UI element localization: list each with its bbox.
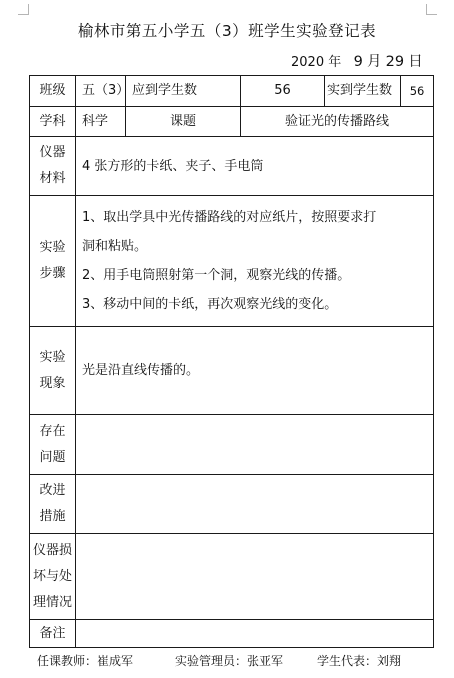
expected-students-value: 56 bbox=[241, 76, 325, 107]
improvements-value bbox=[76, 475, 434, 534]
subject-label: 学科 bbox=[30, 107, 76, 137]
page-corner-mark-top-right bbox=[426, 4, 437, 15]
date-day: 29 bbox=[385, 54, 405, 70]
actual-students-label: 实到学生数 bbox=[325, 76, 401, 106]
class-value: 五（3） bbox=[76, 76, 126, 107]
damage-label bbox=[30, 534, 76, 620]
experiment-register-table bbox=[29, 75, 434, 648]
problems-label-line2: 问题 bbox=[39, 449, 66, 465]
class-label: 班级 bbox=[30, 76, 76, 107]
signature-footer bbox=[37, 652, 401, 669]
document-title: 榆林市第五小学五（3）班学生实验登记表 bbox=[77, 22, 377, 40]
remarks-label: 备注 bbox=[30, 620, 76, 648]
topic-value: 验证光的传播路线 bbox=[241, 107, 434, 137]
topic-label: 课题 bbox=[126, 107, 241, 137]
form-date bbox=[291, 50, 423, 71]
remarks-value bbox=[76, 620, 434, 648]
expected-students-label: 应到学生数 bbox=[126, 76, 241, 107]
damage-value bbox=[76, 534, 434, 620]
page-corner-mark-top-left bbox=[18, 4, 29, 15]
materials-value: 4 张方形的卡纸、夹子、手电筒 bbox=[76, 137, 434, 196]
actual-students-cell bbox=[325, 76, 434, 107]
steps-label bbox=[30, 196, 76, 327]
subject-value: 科学 bbox=[76, 107, 126, 137]
step-line-3: 2、用手电筒照射第一个洞，观察光线的传播。 bbox=[82, 268, 351, 283]
table-row-subject bbox=[30, 107, 434, 137]
lab-admin-signature: 实验管理员：张亚军 bbox=[175, 654, 284, 668]
table-row-steps bbox=[30, 196, 434, 327]
materials-label-line2: 材料 bbox=[39, 171, 66, 186]
improvements-label-line1: 改进 bbox=[39, 483, 66, 498]
table-row-improvements bbox=[30, 475, 434, 534]
problems-value bbox=[76, 415, 434, 475]
phenomenon-label-line2: 现象 bbox=[39, 375, 66, 391]
step-line-1: 1、取出学具中光传播路线的对应纸片，按照要求打 bbox=[82, 210, 377, 225]
materials-label-line1: 仪器 bbox=[39, 145, 66, 160]
student-rep-signature: 学生代表：刘翔 bbox=[317, 654, 402, 668]
phenomenon-value: 光是沿直线传播的。 bbox=[76, 327, 434, 415]
materials-label bbox=[30, 137, 76, 196]
step-line-4: 3、移动中间的卡纸，再次观察光线的变化。 bbox=[82, 297, 338, 312]
damage-label-line3: 理情况 bbox=[32, 594, 72, 610]
steps-label-line2: 步骤 bbox=[39, 266, 66, 281]
phenomenon-label bbox=[30, 327, 76, 415]
table-row-phenomenon bbox=[30, 327, 434, 415]
date-year: 2020 bbox=[291, 55, 325, 70]
date-day-unit: 日 bbox=[408, 54, 423, 70]
actual-students-value: 56 bbox=[409, 84, 425, 98]
table-row-remarks bbox=[30, 620, 434, 648]
steps-value bbox=[76, 196, 434, 327]
date-month: 9 bbox=[353, 54, 363, 70]
problems-label-line1: 存在 bbox=[39, 423, 66, 439]
table-row-problems bbox=[30, 415, 434, 475]
damage-label-line1: 仪器损 bbox=[32, 542, 72, 558]
damage-label-line2: 坏与处 bbox=[32, 568, 72, 584]
table-row-class-info bbox=[30, 76, 434, 107]
table-row-damage bbox=[30, 534, 434, 620]
date-year-unit: 年 bbox=[328, 55, 342, 70]
table-row-materials bbox=[30, 137, 434, 196]
phenomenon-label-line1: 实验 bbox=[39, 349, 66, 365]
steps-label-line1: 实验 bbox=[39, 240, 66, 255]
problems-label bbox=[30, 415, 76, 475]
improvements-label-line2: 措施 bbox=[39, 509, 66, 524]
step-line-2: 洞和粘贴。 bbox=[82, 239, 148, 254]
date-month-unit: 月 bbox=[367, 54, 382, 70]
teacher-signature: 任课教师：崔成军 bbox=[37, 654, 134, 668]
improvements-label bbox=[30, 475, 76, 534]
